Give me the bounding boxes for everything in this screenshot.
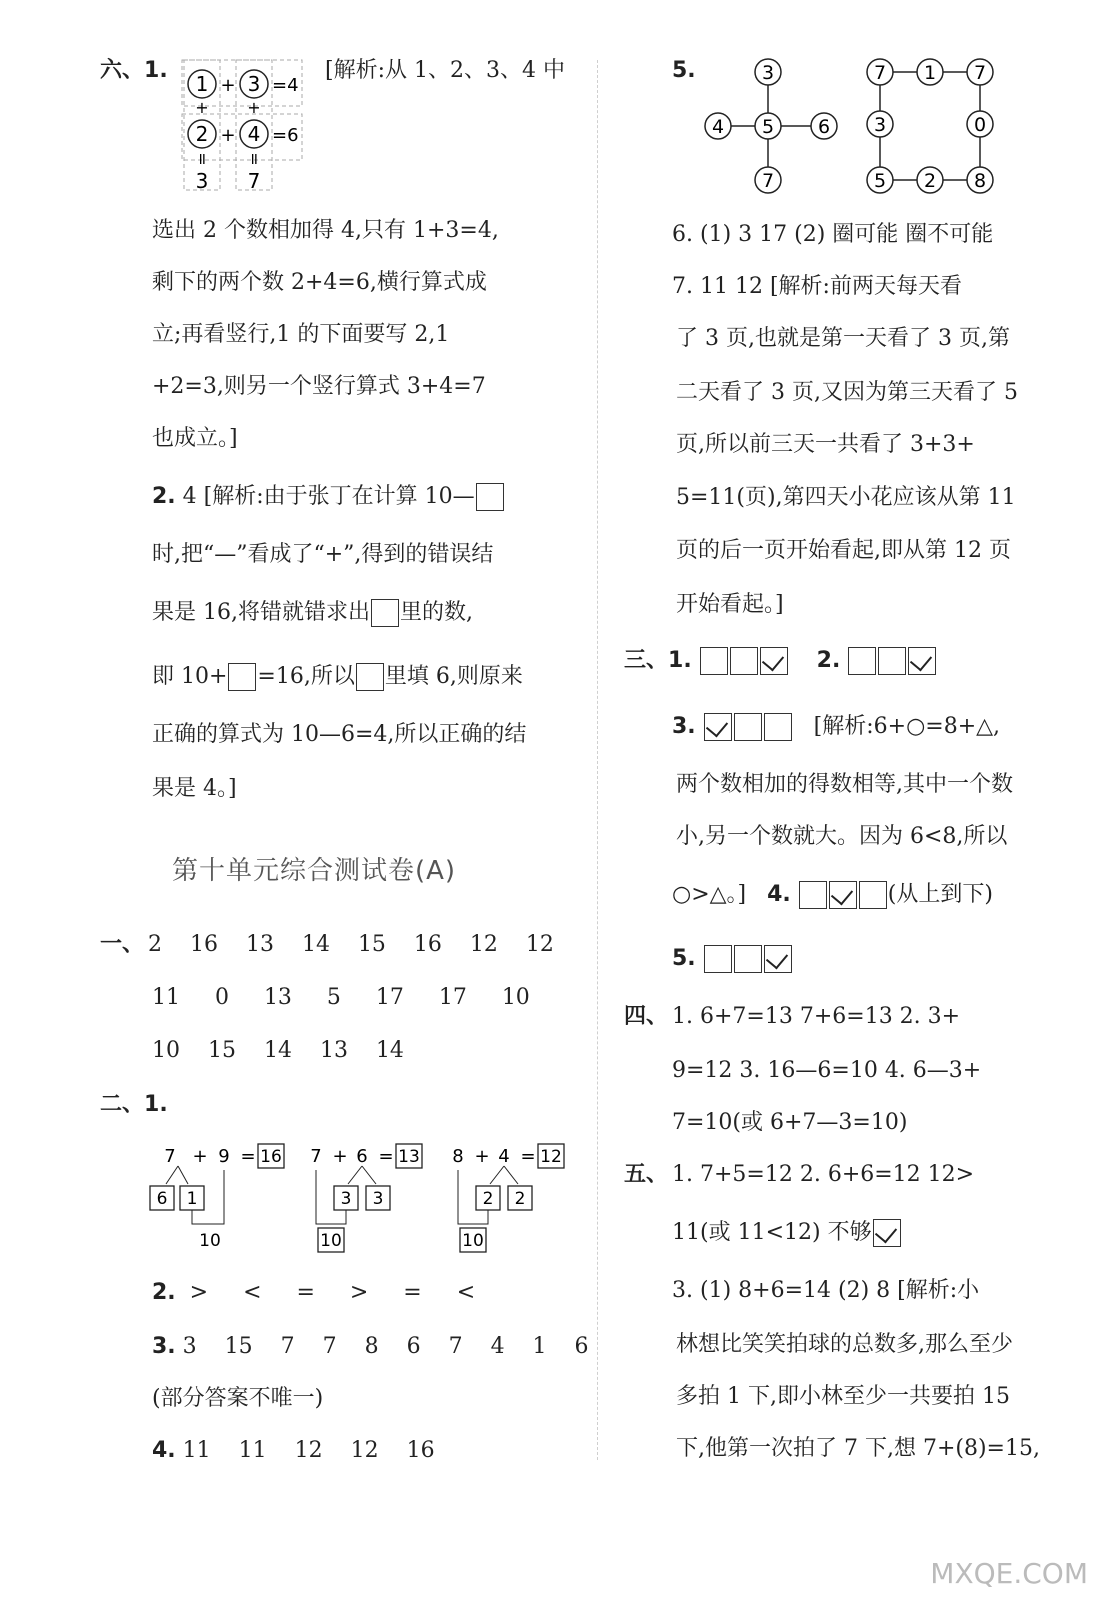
svg-text:7: 7 [164, 1146, 176, 1167]
r-q5-num: 5. [672, 58, 696, 83]
blank-box [371, 599, 399, 627]
r-q7-line-3: 页,所以前三天一共看了 3+3+ [676, 432, 975, 457]
r-q7-head: 7. 11 12 [解析:前两天每天看 [672, 274, 962, 299]
s6-q1-line-2: 剩下的两个数 2+4=6,横行算式成 [152, 270, 487, 295]
s6-q1-line-1: 选出 2 个数相加得 4,只有 1+3=4, [152, 218, 499, 243]
square-ml: 3 [873, 114, 887, 136]
s6-q2-line-4a: 即 10+ [152, 664, 228, 689]
s3-line-5 [672, 880, 993, 910]
svg-text:10: 10 [462, 1231, 484, 1251]
tree-3 [452, 1144, 564, 1252]
tree-1 [150, 1144, 284, 1251]
s2-q4-val: 16 [406, 1438, 435, 1463]
checked-box [764, 945, 792, 973]
s1-val: 13 [319, 1038, 348, 1063]
r-q7-line-2: 二天看了 3 页,又因为第三天看了 5 [676, 380, 1018, 405]
svg-text:16: 16 [260, 1147, 282, 1167]
s6-q2-line-1-text: 4 [解析:由于张丁在计算 10— [182, 484, 475, 509]
unit-title: 第十单元综合测试卷(A) [172, 856, 457, 886]
s4-line-1: 1. 6+7=13 7+6=13 2. 3+ [672, 1004, 961, 1029]
circle-b-value: 3 [247, 72, 261, 96]
answer-box [859, 881, 887, 909]
section-5-label: 五、 [624, 1162, 669, 1187]
s3-q3-explain: [解析:6+○=8+△, [813, 714, 1001, 739]
r-q6: 6. (1) 3 17 (2) 圈可能 圈不可能 [672, 222, 994, 247]
s5-line-3: 3. (1) 8+6=14 (2) 8 [解析:小 [672, 1278, 980, 1303]
answer-box [734, 945, 762, 973]
square-bl: 5 [873, 170, 887, 192]
s1-val: 11 [152, 985, 180, 1010]
svg-text:=: = [520, 1146, 536, 1167]
s4-line-3: 7=10(或 6+7—3=10) [672, 1110, 908, 1135]
s3-line-5-text: ○>△。] [672, 882, 747, 907]
answer-box [848, 647, 876, 675]
s1-val: 14 [375, 1038, 404, 1063]
s1-val: 13 [263, 985, 292, 1010]
section-6-label: 六、1. [100, 58, 168, 83]
compare-symbol: > [189, 1280, 209, 1305]
s2-q4-num: 4. [152, 1438, 176, 1463]
section-2-label: 二、1. [100, 1092, 168, 1117]
svg-text:8: 8 [452, 1146, 464, 1167]
square-tm: 1 [923, 62, 937, 84]
s6-q1-line-4: +2=3,则另一个竖行算式 3+4=7 [152, 374, 486, 399]
square-tl: 7 [873, 62, 887, 84]
blank-box [356, 663, 384, 691]
s1-row-3 [152, 1036, 404, 1066]
answer-box [730, 647, 758, 675]
section-4-label: 四、 [624, 1004, 669, 1029]
r-q7-line-4: 5=11(页),第四天小花应该从第 11 [676, 485, 1016, 510]
svg-text:6: 6 [156, 1189, 168, 1209]
s6-q1-line-3: 立;再看竖行,1 的下面要写 2,1 [152, 322, 450, 347]
checked-box [829, 881, 857, 909]
s2-q3-val: 8 [364, 1334, 379, 1359]
s2-q3-val: 7 [322, 1334, 337, 1359]
s3-line-6 [672, 944, 793, 974]
make-ten-trees [140, 1138, 580, 1258]
s1-val: 10 [501, 985, 530, 1010]
s5-line-2-text: 11(或 11<12) 不够 [672, 1220, 872, 1245]
s5-line-4: 林想比笑笑拍球的总数多,那么至少 [676, 1332, 1013, 1357]
s1-val: 14 [301, 932, 330, 957]
square-mr: 0 [973, 114, 987, 136]
svg-text:+: + [474, 1146, 490, 1167]
s2-q3-val: 6 [574, 1334, 589, 1359]
s3-q4-boxes [798, 880, 888, 910]
s3-q2-boxes [847, 646, 937, 676]
blank-box [228, 663, 256, 691]
s3-q4-num: 4. [767, 882, 791, 907]
cross-top: 3 [761, 62, 775, 84]
s2-q3-val: 15 [224, 1334, 253, 1359]
square-tr: 7 [973, 62, 987, 84]
watermark: MXQE.COM [930, 1557, 1088, 1590]
s5-line-6: 下,他第一次拍了 7 下,想 7+(8)=15, [676, 1436, 1040, 1461]
svg-text:+: + [192, 1146, 208, 1167]
s1-val: 5 [326, 985, 341, 1010]
s1-row-1 [148, 930, 554, 960]
s2-q3-val: 4 [490, 1334, 505, 1359]
s6-q2-line-2: 时,把“—”看成了“+”,得到的错误结 [152, 542, 494, 567]
svg-text:1: 1 [186, 1189, 198, 1209]
row1-result: =4 [272, 75, 299, 96]
s6-q2-line-1 [152, 482, 505, 512]
section-1-label: 一、 [100, 932, 145, 957]
circle-puzzle [180, 58, 310, 193]
s1-val: 15 [357, 932, 386, 957]
checked-box [760, 647, 788, 675]
circle-d-value: 4 [247, 122, 261, 146]
svg-text:13: 13 [398, 1147, 420, 1167]
svg-text:7: 7 [310, 1146, 322, 1167]
s3-line-4: 小,另一个数就大。因为 6<8,所以 [676, 824, 1008, 849]
s2-q3-val: 6 [406, 1334, 421, 1359]
compare-symbol: < [243, 1280, 262, 1305]
compare-symbol: < [456, 1280, 476, 1305]
number-square-diagram [862, 56, 1002, 196]
cross-right: 6 [817, 116, 831, 138]
svg-text:+: + [332, 1146, 348, 1167]
s2-q4-val: 12 [294, 1438, 323, 1463]
blank-box [476, 483, 504, 511]
s6-q2-line-4c: 里填 6,则原来 [384, 664, 523, 689]
compare-symbol: > [349, 1280, 369, 1305]
s2-q3-val: 7 [280, 1334, 295, 1359]
s1-val: 16 [189, 932, 218, 957]
r-q7-line-1: 了 3 页,也就是第一天看了 3 页,第 [676, 326, 1010, 351]
s1-val: 12 [525, 932, 554, 957]
s1-val: 15 [207, 1038, 236, 1063]
s2-q2-num: 2. [152, 1280, 176, 1305]
row2-plus: + [220, 125, 236, 146]
circle-a-value: 1 [195, 72, 209, 96]
answer-box [704, 945, 732, 973]
s3-q3-num: 3. [672, 714, 696, 739]
s1-row-2 [152, 983, 530, 1013]
col2-plus: + [247, 98, 261, 117]
s1-val: 14 [263, 1038, 292, 1063]
s4-line-2: 9=12 3. 16—6=10 4. 6—3+ [672, 1058, 982, 1083]
cross-center: 5 [761, 116, 775, 138]
s3-q4-note: (从上到下) [887, 882, 993, 907]
s6-q2-line-4b: =16,所以 [257, 664, 355, 689]
tree-2 [310, 1144, 422, 1252]
s3-line-3: 两个数相加的得数相等,其中一个数 [676, 772, 1013, 797]
svg-text:3: 3 [372, 1189, 384, 1209]
svg-text:3: 3 [340, 1189, 352, 1209]
s2-q3 [152, 1332, 589, 1362]
s2-q4-val: 12 [350, 1438, 379, 1463]
col1-eq: = [193, 152, 212, 166]
s2-q3-val: 1 [532, 1334, 547, 1359]
square-br: 8 [973, 170, 987, 192]
s6-q2-line-4 [152, 662, 523, 692]
answer-box [799, 881, 827, 909]
row1-plus: + [220, 75, 236, 96]
svg-text:9: 9 [218, 1146, 230, 1167]
number-cross-diagram [700, 56, 845, 196]
s2-q2 [152, 1278, 475, 1308]
s6-q2-line-3a: 果是 16,将错就错求出 [152, 600, 370, 625]
compare-symbol: = [403, 1280, 422, 1305]
s2-q4-val: 11 [182, 1438, 211, 1463]
row2-result: =6 [272, 125, 299, 146]
s2-q4-val: 11 [238, 1438, 267, 1463]
column-divider [597, 60, 598, 1460]
answer-box [878, 647, 906, 675]
checked-box [704, 713, 732, 741]
svg-text:6: 6 [356, 1146, 368, 1167]
section-3-label: 三、 [624, 648, 669, 673]
svg-text:4: 4 [498, 1146, 510, 1167]
square-bm: 2 [923, 170, 937, 192]
s1-val: 2 [148, 932, 162, 957]
s2-q4 [152, 1436, 435, 1466]
s5-line-5: 多拍 1 下,即小林至少一共要拍 15 [676, 1384, 1010, 1409]
s1-val: 13 [245, 932, 274, 957]
s3-line-2 [672, 712, 1000, 742]
s6-q2-num: 2. [152, 484, 176, 509]
svg-text:2: 2 [514, 1189, 526, 1209]
s3-line-1 [624, 646, 937, 676]
cross-left: 4 [711, 116, 725, 138]
checked-box [908, 647, 936, 675]
svg-text:12: 12 [540, 1147, 562, 1167]
s3-q3-boxes [703, 712, 793, 742]
r-q7-line-5: 页的后一页开始看起,即从第 12 页 [676, 538, 1011, 563]
svg-text:10: 10 [199, 1231, 221, 1251]
compare-symbol: = [296, 1280, 315, 1305]
svg-text:2: 2 [482, 1189, 494, 1209]
svg-text:10: 10 [320, 1231, 342, 1251]
s1-val: 0 [214, 985, 229, 1010]
s1-val: 16 [413, 932, 442, 957]
svg-text:=: = [240, 1146, 256, 1167]
s3-q1-boxes [699, 646, 789, 676]
col2-eq: = [245, 152, 264, 166]
s6-q1-explain-head: [解析:从 1、2、3、4 中 [325, 58, 565, 83]
col1-plus: + [195, 98, 209, 117]
answer-box [734, 713, 762, 741]
checked-box [873, 1219, 901, 1247]
s1-val: 12 [469, 932, 498, 957]
s6-q1-line-5: 也成立。] [152, 426, 238, 451]
cross-bottom: 7 [761, 170, 775, 192]
s3-q2-num: 2. [816, 648, 841, 673]
s6-q2-line-3b: 里的数, [399, 600, 473, 625]
s3-q1-num: 1. [668, 648, 692, 673]
s2-q3-val: 7 [448, 1334, 463, 1359]
col1-sum: 3 [195, 169, 209, 193]
svg-text:=: = [378, 1146, 394, 1167]
s5-line-1: 1. 7+5=12 2. 6+6=12 12> [672, 1162, 975, 1187]
circle-c-value: 2 [195, 122, 209, 146]
s6-q2-line-5: 正确的算式为 10—6=4,所以正确的结 [152, 722, 527, 747]
r-q7-line-6: 开始看起。] [676, 592, 784, 617]
s2-q3-note: (部分答案不唯一) [152, 1386, 324, 1411]
s6-q2-line-3 [152, 598, 473, 628]
col2-sum: 7 [247, 169, 261, 193]
answer-box [764, 713, 792, 741]
answer-box [700, 647, 728, 675]
s6-q2-line-6: 果是 4。] [152, 776, 237, 801]
s2-q3-val: 3 [182, 1334, 197, 1359]
s3-q5-boxes [703, 944, 793, 974]
s1-val: 17 [375, 985, 404, 1010]
s5-line-2 [672, 1218, 902, 1248]
s3-q5-num: 5. [672, 946, 696, 971]
s1-val: 17 [438, 985, 467, 1010]
s2-q3-num: 3. [152, 1334, 176, 1359]
s1-val: 10 [152, 1038, 180, 1063]
